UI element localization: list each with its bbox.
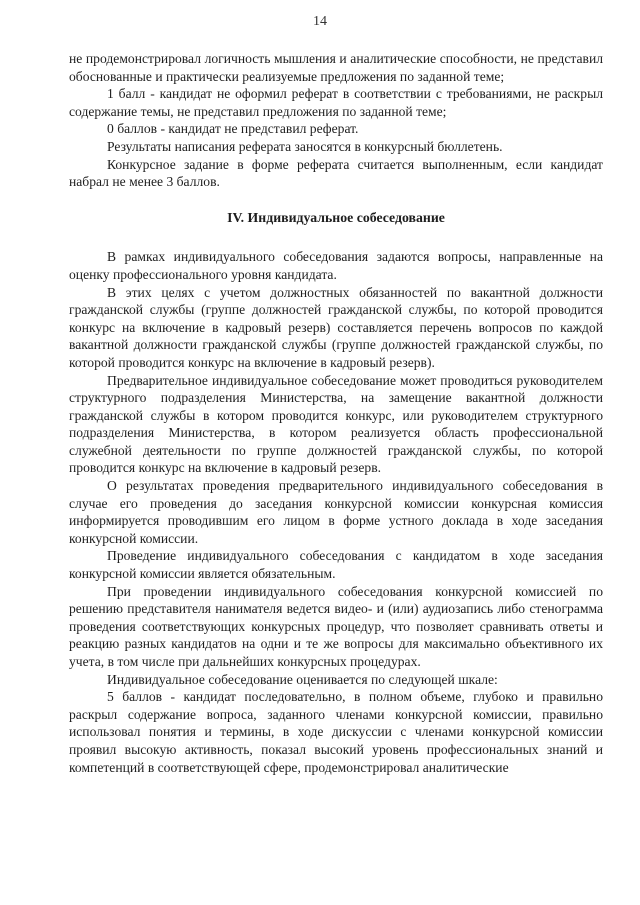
paragraph: Конкурсное задание в форме реферата считается выполненным, если кандидат набрал не менее 3 баллов. xyxy=(69,156,603,190)
paragraph: 5 баллов - кандидат последовательно, в полном объеме, глубоко и правильно раскрыл содержание вопроса, заданного членами конкурсной комиссии, правильно использовал понятия и термины, в ходе дискуссии с членами конкурсной комиссии проявил высокую активность, показал высокий уровень профессиональных знаний и компетенций в соответствующей сфере, продемонстрировал аналитические xyxy=(69,689,603,775)
paragraph: Предварительное индивидуальное собеседование может проводиться руководителем структурного подразделения Министерства, на замещение вакантной должности гражданской службы в котором проводится конкурс, или руководителем структурного подразделения Министерства, в котором реализуется область профессиональной служебной деятельности по группе должностей гражданской службы, по которой проводится конкурс на включение в кадровый резерв. xyxy=(69,372,603,476)
paragraph: В рамках индивидуального собеседования задаются вопросы, направленные на оценку профессионального уровня кандидата. xyxy=(69,249,603,282)
paragraph: Проведение индивидуального собеседования с кандидатом в ходе заседания конкурсной комиссии является обязательным. xyxy=(69,548,603,582)
paragraph: О результатах проведения предварительного индивидуального собеседования в случае его проведения до заседания конкурсной комиссии конкурсная комиссия информируется проводившим его лицом в форме устного доклада в ходе заседания конкурсной комиссии. xyxy=(69,478,603,546)
paragraph: 0 баллов - кандидат не представил реферат. xyxy=(107,121,359,137)
paragraph: не продемонстрировал логичность мышления и аналитические способности, не представил обоснованные и практически реализуемые предложения по заданной теме; xyxy=(69,51,603,84)
paragraph: Индивидуальное собеседование оценивается по следующей шкале: xyxy=(107,671,498,687)
page-number: 14 xyxy=(313,14,327,29)
section-heading: IV. Индивидуальное собеседование xyxy=(227,209,445,225)
paragraph: 1 балл - кандидат не оформил реферат в соответствии с требованиями, не раскрыл содержание темы, не представил предложения по заданной теме; xyxy=(69,86,603,119)
page-content xyxy=(69,50,603,776)
paragraph: При проведении индивидуального собеседования конкурсной комиссией по решению представителя нанимателя ведется видео- и (или) аудиозапись либо стенограмма проведения соответствующих конкурсных процедур, что позволяет сравнивать ответы и реакцию разных кандидатов на одни и те же вопросы для максимально объективного их учета, в том числе при дальнейших конкурсных процедурах. xyxy=(69,583,603,669)
paragraph: Результаты написания реферата заносятся в конкурсный бюллетень. xyxy=(107,138,503,154)
paragraph: В этих целях с учетом должностных обязанностей по вакантной должности гражданской службы (группе должностей гражданской службы, по которой проводится конкурс на включение в кадровый резерв) составляется перечень вопросов по каждой вакантной должности гражданской службы (группе должностей гражданской службы, по которой проводится конкурс на включение в кадровый резерв). xyxy=(69,284,603,370)
